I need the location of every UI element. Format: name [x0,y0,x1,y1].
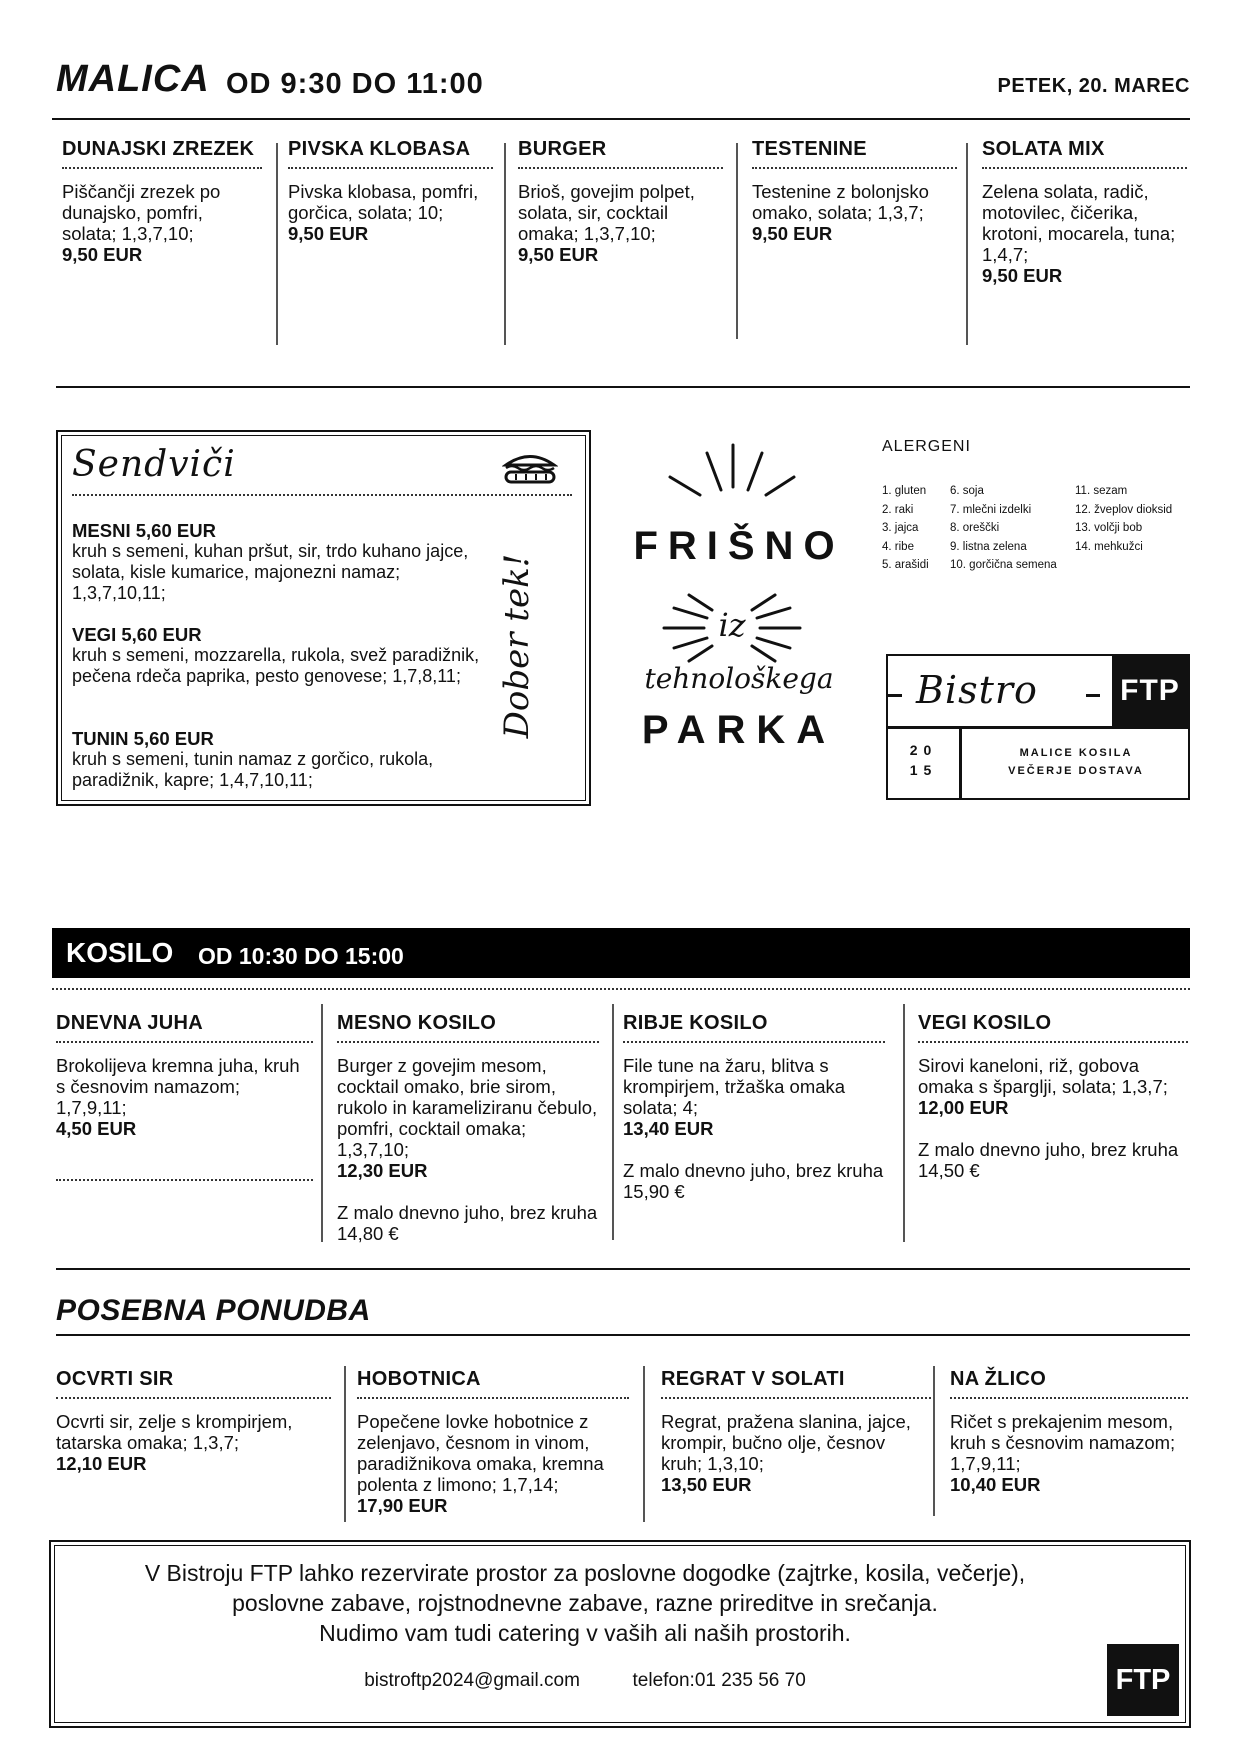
kosilo-title: KOSILO [66,937,174,968]
logo-ftp-text: FTP [1120,674,1180,707]
sendvic-item-desc: kruh s semeni, mozzarella, rukola, svež paradižnik, pečena rdeča paprika, pesto genovese; 1,7,8,11; [72,645,480,686]
column-divider [321,1004,323,1242]
footer-email[interactable]: bistroftp2024@gmail.com [364,1670,580,1691]
malica-item-title: TESTENINE [752,138,957,169]
kosilo-item-price: 12,30 EUR [337,1160,428,1181]
kosilo-header-dots [52,988,1190,990]
alergen-item: 2. raki [882,503,914,516]
slogan-tehnoloskega: tehnološkega [644,662,834,695]
footer-line-1: V Bistroju FTP lahko rezervirate prostor za poslovne dogodke (zajtrke, kosila, večerje), [144,1560,1026,1586]
alergen-item: 10. gorčična semena [950,559,1057,571]
kosilo-divider-bottom [56,1268,1190,1270]
logo-year [888,740,959,780]
malica-item-desc: Zelena solata, radič, motovilec, čičerika, krotoni, mocarela, tuna; 1,4,7; [982,181,1176,265]
alergeni-col3 [1075,482,1172,556]
malica-item-price: 9,50 EUR [982,265,1063,286]
alergen-item: 4. ribe [882,540,914,553]
logo-tags [962,744,1190,780]
alergen-item: 6. soja [950,485,984,497]
sendvici-title-divider [72,494,572,496]
alergen-item: 12. žveplov dioksid [1075,503,1173,516]
column-divider [736,143,738,339]
posebna-item [357,1368,629,1516]
malica-item-title: PIVSKA KLOBASA [288,138,493,169]
kosilo-item-title: RIBJE KOSILO [623,1012,885,1043]
column-divider [276,143,278,345]
posebna-divider [56,1334,1190,1336]
kosilo-item-note: Z malo dnevno juho, brez kruha 15,90 € [623,1160,884,1202]
kosilo-item-title: MESNO KOSILO [337,1012,599,1043]
column-divider [933,1366,935,1516]
malica-item-price: 9,50 EUR [752,223,833,244]
logo-bistro-text: Bistro [916,668,1038,712]
kosilo-item-price: 12,00 EUR [918,1097,1009,1118]
malica-item-desc: Pivska klobasa, pomfri, gorčica, solata; 10; [288,181,479,223]
logo-left-tick [888,694,902,697]
kosilo-item-desc: Brokolijeva kremna juha, kruh s česnovim namazom; 1,7,9,11; [56,1055,300,1118]
kosilo-item-desc: Burger z govejim mesom, cocktail omako, brie sirom, rukolo in karameliziranu čebulo, pomfri, cocktail omaka; 1,3,7,10; [337,1055,598,1160]
dober-tek-text: Dober tek! [497,553,537,739]
posebna-item-title: REGRAT V SOLATI [661,1368,931,1399]
footer-line-2: poslovne zabave, rojstnodnevne zabave, razne prireditve in srečanja. [232,1590,938,1616]
kosilo-item-note: Z malo dnevno juho, brez kruha 14,80 € [337,1202,598,1244]
column-divider [612,1004,614,1240]
malica-item-price: 9,50 EUR [288,223,369,244]
malica-item [752,138,957,244]
sendvic-item-desc: kruh s semeni, tunin namaz z gorčico, rukola, paradižnik, kapre; 1,4,7,10,11; [72,749,434,790]
alergen-item: 13. volčji bob [1075,522,1143,534]
kosilo-item [56,1012,313,1181]
sendvic-item [72,624,492,687]
sendvic-item-title: MESNI 5,60 EUR [72,520,216,541]
alergeni-col1 [882,482,929,575]
logo-mid-tick [1086,694,1100,697]
alergen-item: 5. arašidi [882,559,929,571]
sendvic-item-title: TUNIN 5,60 EUR [72,728,214,749]
alergeni-col2 [950,482,1057,575]
footer-line-3: Nudimo vam tudi catering v vaših ali naših prostorih. [319,1620,851,1646]
kosilo-hours: OD 10:30 DO 15:00 [198,943,404,969]
malica-divider-bottom [56,386,1190,388]
kosilo-item [337,1012,599,1244]
slogan-block [612,440,866,760]
slogan-parka: PARKA [641,708,837,752]
posebna-item-price: 17,90 EUR [357,1495,448,1516]
kosilo-item-note: Z malo dnevno juho, brez kruha 14,50 € [918,1139,1179,1181]
malica-title: MALICA [56,58,210,100]
kosilo-item-title: DNEVNA JUHA [56,1012,313,1043]
posebna-item [56,1368,331,1474]
malica-date: PETEK, 20. MAREC [997,75,1190,97]
column-divider [903,1004,905,1242]
sendvic-item [72,520,492,604]
footer-text [55,1558,1115,1648]
posebna-item-price: 12,10 EUR [56,1453,147,1474]
malica-hours: OD 9:30 DO 11:00 [226,68,484,100]
malica-item-price: 9,50 EUR [518,244,599,265]
column-divider [344,1366,346,1522]
kosilo-item-price: 13,40 EUR [623,1118,714,1139]
column-divider [643,1366,645,1522]
malica-item [982,138,1187,286]
malica-item-desc: Brioš, govejim polpet, solata, sir, cocktail omaka; 1,3,7,10; [518,181,695,244]
footer-inner-border [54,1545,1186,1723]
logo-divider [888,726,1188,729]
kosilo-header-bar [52,928,1190,978]
posebna-item-desc: Popečene lovke hobotnice z zelenjavo, česnom in vinom, paradižnikova omaka, kremna polenta z limono; 1,7,14; [357,1411,604,1495]
malica-item [288,138,493,244]
posebna-item-title: NA ŽLICO [950,1368,1188,1399]
logo-ftp-badge [1112,656,1188,726]
alergen-item: 1. gluten [882,485,927,497]
footer-contacts [55,1670,1115,1692]
malica-item [518,138,723,265]
sendvic-item-title: VEGI 5,60 EUR [72,624,202,645]
column-divider [504,143,506,345]
logo-year-top: 20 [909,742,938,758]
alergen-item: 8. oreščki [950,522,1000,534]
logo-tag-1: MALICE KOSILA [1019,747,1133,759]
kosilo-item [623,1012,885,1202]
alergen-item: 14. mehkužci [1075,540,1143,553]
footer-ftp-text: FTP [1115,1664,1171,1696]
logo-year-bottom: 15 [909,762,938,778]
posebna-item-desc: Ocvrti sir, zelje s krompirjem, tatarska omaka; 1,3,7; [56,1411,293,1453]
footer-box [49,1540,1191,1728]
alergeni-block [882,438,1192,578]
posebna-item-desc: Ričet s prekajenim mesom, kruh s česnovim namazom; 1,7,9,11; [950,1411,1176,1474]
malica-item-title: DUNAJSKI ZREZEK [62,138,262,169]
sendvici-inner-border [61,435,586,801]
alergen-item: 11. sezam [1075,485,1128,497]
malica-item-desc: Testenine z bolonjsko omako, solata; 1,3,7; [752,181,929,223]
posebna-item-title: OCVRTI SIR [56,1368,331,1399]
malica-item-title: SOLATA MIX [982,138,1187,169]
column-divider [966,143,968,345]
posebna-item-price: 13,50 EUR [661,1474,752,1495]
sendvic-item-desc: kruh s semeni, kuhan pršut, sir, trdo kuhano jajce, solata, kisle kumarice, majonezni namaz; 1,3,7,10,11; [72,541,469,603]
malica-item-title: BURGER [518,138,723,169]
kosilo-item-dots [56,1179,313,1181]
posebna-title: POSEBNA PONUDBA [56,1294,371,1327]
malica-divider-top [52,118,1190,120]
kosilo-item-desc: File tune na žaru, blitva s krompirjem, tržaška omaka solata; 4; [623,1055,846,1118]
footer-ftp-badge [1107,1644,1179,1716]
alergeni-title: ALERGENI [882,438,971,455]
footer-phone[interactable]: telefon:01 235 56 70 [632,1670,806,1691]
kosilo-item [918,1012,1188,1181]
posebna-item-title: HOBOTNICA [357,1368,629,1399]
malica-item [62,138,262,265]
posebna-item [950,1368,1188,1495]
posebna-item-price: 10,40 EUR [950,1474,1041,1495]
sandwich-icon [502,450,558,486]
kosilo-item-title: VEGI KOSILO [918,1012,1188,1043]
malica-item-desc: Piščančji zrezek po dunajsko, pomfri, solata; 1,3,7,10; [62,181,221,244]
bistro-logo [886,654,1190,800]
posebna-item-desc: Regrat, pražena slanina, jajce, krompir, bučno olje, česnov kruh; 1,3,10; [661,1411,911,1474]
kosilo-item-desc: Sirovi kaneloni, riž, gobova omaka s šparglji, solata; 1,3,7; [918,1055,1168,1097]
sendvici-title: Sendviči [72,444,236,485]
alergen-item: 9. listna zelena [950,540,1027,553]
posebna-item [661,1368,931,1495]
slogan-frisno: FRIŠNO [633,524,845,568]
alergen-item: 7. mlečni izdelki [950,503,1032,516]
sendvic-item [72,728,492,791]
logo-tag-2: VEČERJE DOSTAVA [1008,765,1144,777]
slogan-iz: iz [718,606,746,644]
kosilo-item-price: 4,50 EUR [56,1118,137,1139]
malica-item-price: 9,50 EUR [62,244,143,265]
alergen-item: 3. jajca [882,522,919,534]
malica-header [56,58,1190,108]
sendvici-box [56,430,591,806]
